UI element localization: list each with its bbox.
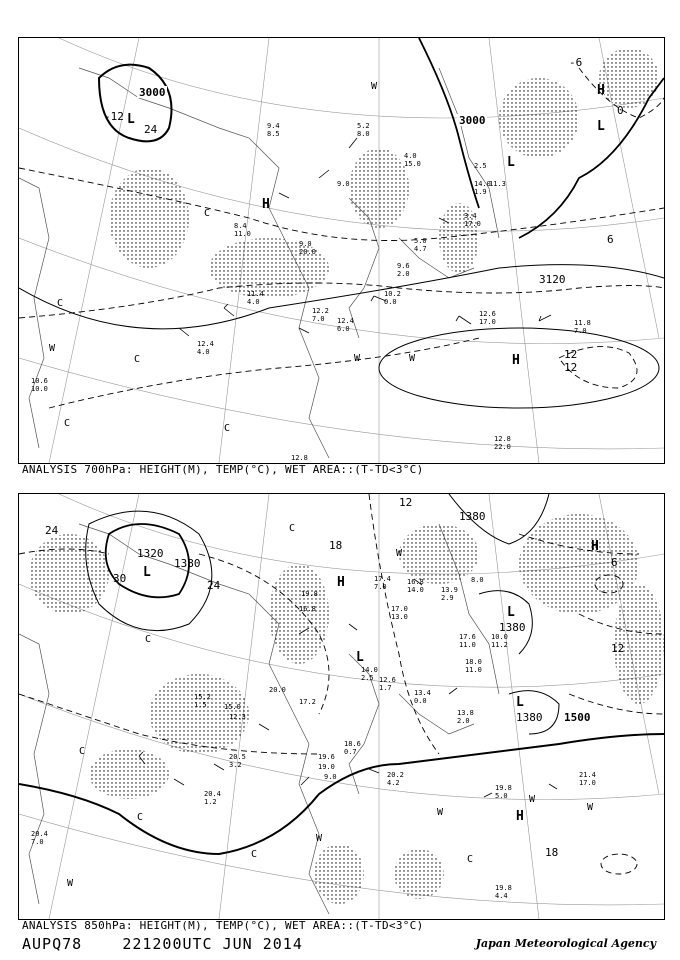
svg-text:11.4: 11.4 [247, 290, 264, 298]
svg-text:11.0: 11.0 [465, 666, 482, 674]
svg-text:11.3: 11.3 [489, 180, 506, 188]
map-700hpa-svg [19, 38, 664, 463]
svg-text:8.0: 8.0 [471, 576, 484, 584]
svg-text:13.4: 13.4 [414, 689, 431, 697]
warm-mark: W [437, 807, 444, 818]
svg-text:7.0: 7.0 [31, 838, 44, 846]
svg-text:19.6: 19.6 [318, 753, 335, 761]
svg-text:21.4: 21.4 [579, 771, 596, 779]
low-center: L [507, 605, 515, 620]
svg-text:9.6: 9.6 [397, 262, 410, 270]
svg-text:20.2: 20.2 [387, 771, 404, 779]
contour-label: 6 [611, 556, 618, 569]
svg-text:12.4: 12.4 [197, 340, 214, 348]
svg-text:12.2: 12.2 [312, 307, 329, 315]
high-center: H [262, 197, 270, 212]
contour-label: 24 [207, 579, 221, 592]
svg-text:13.0: 13.0 [391, 613, 408, 621]
map-850hpa-svg [19, 494, 664, 919]
svg-text:22.0: 22.0 [494, 443, 511, 451]
contour-label: 24 [144, 123, 158, 136]
warm-mark: W [371, 81, 378, 92]
svg-text:4.2: 4.2 [387, 779, 400, 787]
contour-label: 1380 [499, 621, 526, 634]
svg-text:20.5: 20.5 [229, 753, 246, 761]
wet-area [109, 48, 659, 298]
svg-text:2.0: 2.0 [397, 270, 410, 278]
svg-text:10.6: 10.6 [31, 377, 48, 385]
svg-text:13.9: 13.9 [441, 586, 458, 594]
svg-text:10.2: 10.2 [384, 290, 401, 298]
contour-label: 1380 [174, 557, 201, 570]
contour-label: 1380 [459, 510, 486, 523]
svg-text:9.0: 9.0 [337, 180, 350, 188]
contour-label: 3000 [459, 114, 486, 127]
caption-850hpa: ANALYSIS 850hPa: HEIGHT(M), TEMP(°C), WET AREA::(T-TD<3°C) [22, 919, 424, 932]
cold-mark: C [145, 634, 152, 645]
contour-label: -6 [569, 56, 583, 69]
svg-text:7.0: 7.0 [574, 327, 587, 335]
svg-text:19.8: 19.8 [495, 884, 512, 892]
cold-mark: C [79, 746, 86, 757]
svg-text:15.0: 15.0 [404, 160, 421, 168]
cold-mark: C [251, 849, 258, 860]
svg-text:16.8: 16.8 [299, 605, 316, 613]
svg-text:2.5: 2.5 [474, 162, 487, 170]
svg-text:3.2: 3.2 [229, 761, 242, 769]
svg-text:4.0: 4.0 [197, 348, 210, 356]
svg-text:17.2: 17.2 [299, 698, 316, 706]
high-center: H [337, 575, 345, 590]
cold-mark: C [467, 854, 474, 865]
svg-text:2.9: 2.9 [441, 594, 454, 602]
svg-text:10.0: 10.0 [31, 385, 48, 393]
contour-label: 1500 [564, 711, 591, 724]
contour-label: 12 [399, 496, 413, 509]
contour-label: -12 [104, 110, 124, 123]
contour-label: 0 [617, 104, 624, 117]
warm-mark: W [409, 353, 416, 364]
svg-text:11.0: 11.0 [234, 230, 251, 238]
svg-text:19.8: 19.8 [495, 784, 512, 792]
svg-text:16.8: 16.8 [407, 578, 424, 586]
svg-text:14.0: 14.0 [474, 180, 491, 188]
svg-text:8.0: 8.0 [357, 130, 370, 138]
svg-text:0.0: 0.0 [414, 697, 427, 705]
svg-text:20.4: 20.4 [31, 830, 48, 838]
svg-text:9.0: 9.0 [324, 773, 337, 781]
warm-mark: W [316, 833, 323, 844]
high-center: H [516, 809, 524, 824]
svg-text:19.8: 19.8 [301, 590, 318, 598]
svg-text:4.4: 4.4 [495, 892, 508, 900]
svg-text:20.0: 20.0 [299, 248, 316, 256]
warm-mark: W [396, 548, 403, 559]
map-panel-850hpa [18, 493, 665, 920]
svg-text:17.0: 17.0 [464, 220, 481, 228]
cold-mark: C [64, 418, 71, 429]
contour-label: 30 [113, 572, 127, 585]
warm-mark: W [354, 353, 361, 364]
svg-text:11.2: 11.2 [491, 641, 508, 649]
cold-mark: C [224, 423, 231, 434]
svg-text:0.7: 0.7 [344, 748, 357, 756]
contour-label: 3120 [539, 273, 566, 286]
cold-mark: C [57, 298, 64, 309]
svg-text:15.2: 15.2 [194, 693, 211, 701]
valid-time: 221200UTC JUN 2014 [122, 935, 303, 953]
svg-text:5.0: 5.0 [414, 237, 427, 245]
contour-label: 1320 [137, 547, 164, 560]
svg-text:18.0: 18.0 [465, 658, 482, 666]
high-center: H [597, 83, 605, 98]
map-panel-700hpa [18, 37, 665, 464]
svg-text:4.0: 4.0 [404, 152, 417, 160]
svg-text:13.8: 13.8 [457, 709, 474, 717]
cold-mark: C [289, 523, 296, 534]
low-center: L [143, 565, 151, 580]
contour-label: 12 [564, 361, 578, 374]
svg-text:11.8: 11.8 [574, 319, 591, 327]
svg-text:8.4: 8.4 [234, 222, 247, 230]
agency-credit: Japan Meteorological Agency [475, 937, 656, 950]
svg-text:9.4: 9.4 [267, 122, 280, 130]
svg-text:17.0: 17.0 [479, 318, 496, 326]
svg-text:17.0: 17.0 [391, 605, 408, 613]
low-center: L [127, 112, 135, 127]
svg-text:20.4: 20.4 [204, 790, 221, 798]
svg-text:2.5: 2.5 [361, 674, 374, 682]
contour-label: 12 [611, 642, 625, 655]
warm-mark: W [529, 794, 536, 805]
low-center: L [507, 155, 515, 170]
svg-text:4.7: 4.7 [414, 245, 427, 253]
product-header [22, 935, 303, 953]
svg-text:14.0: 14.0 [407, 586, 424, 594]
contour-label: 18 [545, 846, 559, 859]
cold-mark: C [134, 354, 141, 365]
svg-text:17.4: 17.4 [374, 575, 391, 583]
high-center: H [512, 353, 520, 368]
svg-text:17.0: 17.0 [579, 779, 596, 787]
contour-label: 24 [45, 524, 59, 537]
svg-text:10.0: 10.0 [491, 633, 508, 641]
svg-text:11.0: 11.0 [459, 641, 476, 649]
warm-mark: W [49, 343, 56, 354]
svg-text:1.9: 1.9 [474, 188, 487, 196]
svg-text:5.2: 5.2 [357, 122, 370, 130]
svg-text:19.0: 19.0 [318, 763, 335, 771]
svg-text:5.0: 5.0 [495, 792, 508, 800]
svg-text:8.5: 8.5 [267, 130, 280, 138]
warm-mark: W [67, 878, 74, 889]
svg-text:12.8: 12.8 [494, 435, 511, 443]
svg-text:1.7: 1.7 [379, 684, 392, 692]
svg-text:2.0: 2.0 [457, 717, 470, 725]
svg-text:18.6: 18.6 [344, 740, 361, 748]
contour-label: 3000 [139, 86, 166, 99]
svg-text:0.0: 0.0 [384, 298, 397, 306]
svg-text:12.4: 12.4 [337, 317, 354, 325]
svg-text:4.0: 4.0 [247, 298, 260, 306]
svg-text:1.5: 1.5 [194, 701, 207, 709]
caption-700hpa: ANALYSIS 700hPa: HEIGHT(M), TEMP(°C), WET AREA::(T-TD<3°C) [22, 463, 424, 476]
svg-text:7.0: 7.0 [312, 315, 325, 323]
low-center: L [597, 119, 605, 134]
svg-text:3.4: 3.4 [464, 212, 477, 220]
svg-text:9.0: 9.0 [299, 240, 312, 248]
contour-label: 1380 [516, 711, 543, 724]
contour-label: 6 [607, 233, 614, 246]
svg-text:14.0: 14.0 [361, 666, 378, 674]
svg-text:15.0: 15.0 [224, 703, 241, 711]
cold-mark: C [204, 208, 211, 219]
svg-text:17.6: 17.6 [459, 633, 476, 641]
svg-text:12.8: 12.8 [291, 454, 308, 462]
contour-label: 18 [329, 539, 343, 552]
svg-text:1.2: 1.2 [204, 798, 217, 806]
svg-text:7.0: 7.0 [374, 583, 387, 591]
high-center: H [591, 539, 599, 554]
svg-text:12.6: 12.6 [379, 676, 396, 684]
svg-text:12.6: 12.6 [479, 310, 496, 318]
svg-text:12.3: 12.3 [229, 713, 246, 721]
low-center: L [516, 695, 524, 710]
low-center: L [356, 650, 364, 665]
svg-text:6.0: 6.0 [337, 325, 350, 333]
svg-text:20.0: 20.0 [269, 686, 286, 694]
product-id: AUPQ78 [22, 935, 83, 953]
warm-mark: W [587, 802, 594, 813]
cold-mark: C [137, 812, 144, 823]
contour-label: 12 [564, 348, 578, 361]
